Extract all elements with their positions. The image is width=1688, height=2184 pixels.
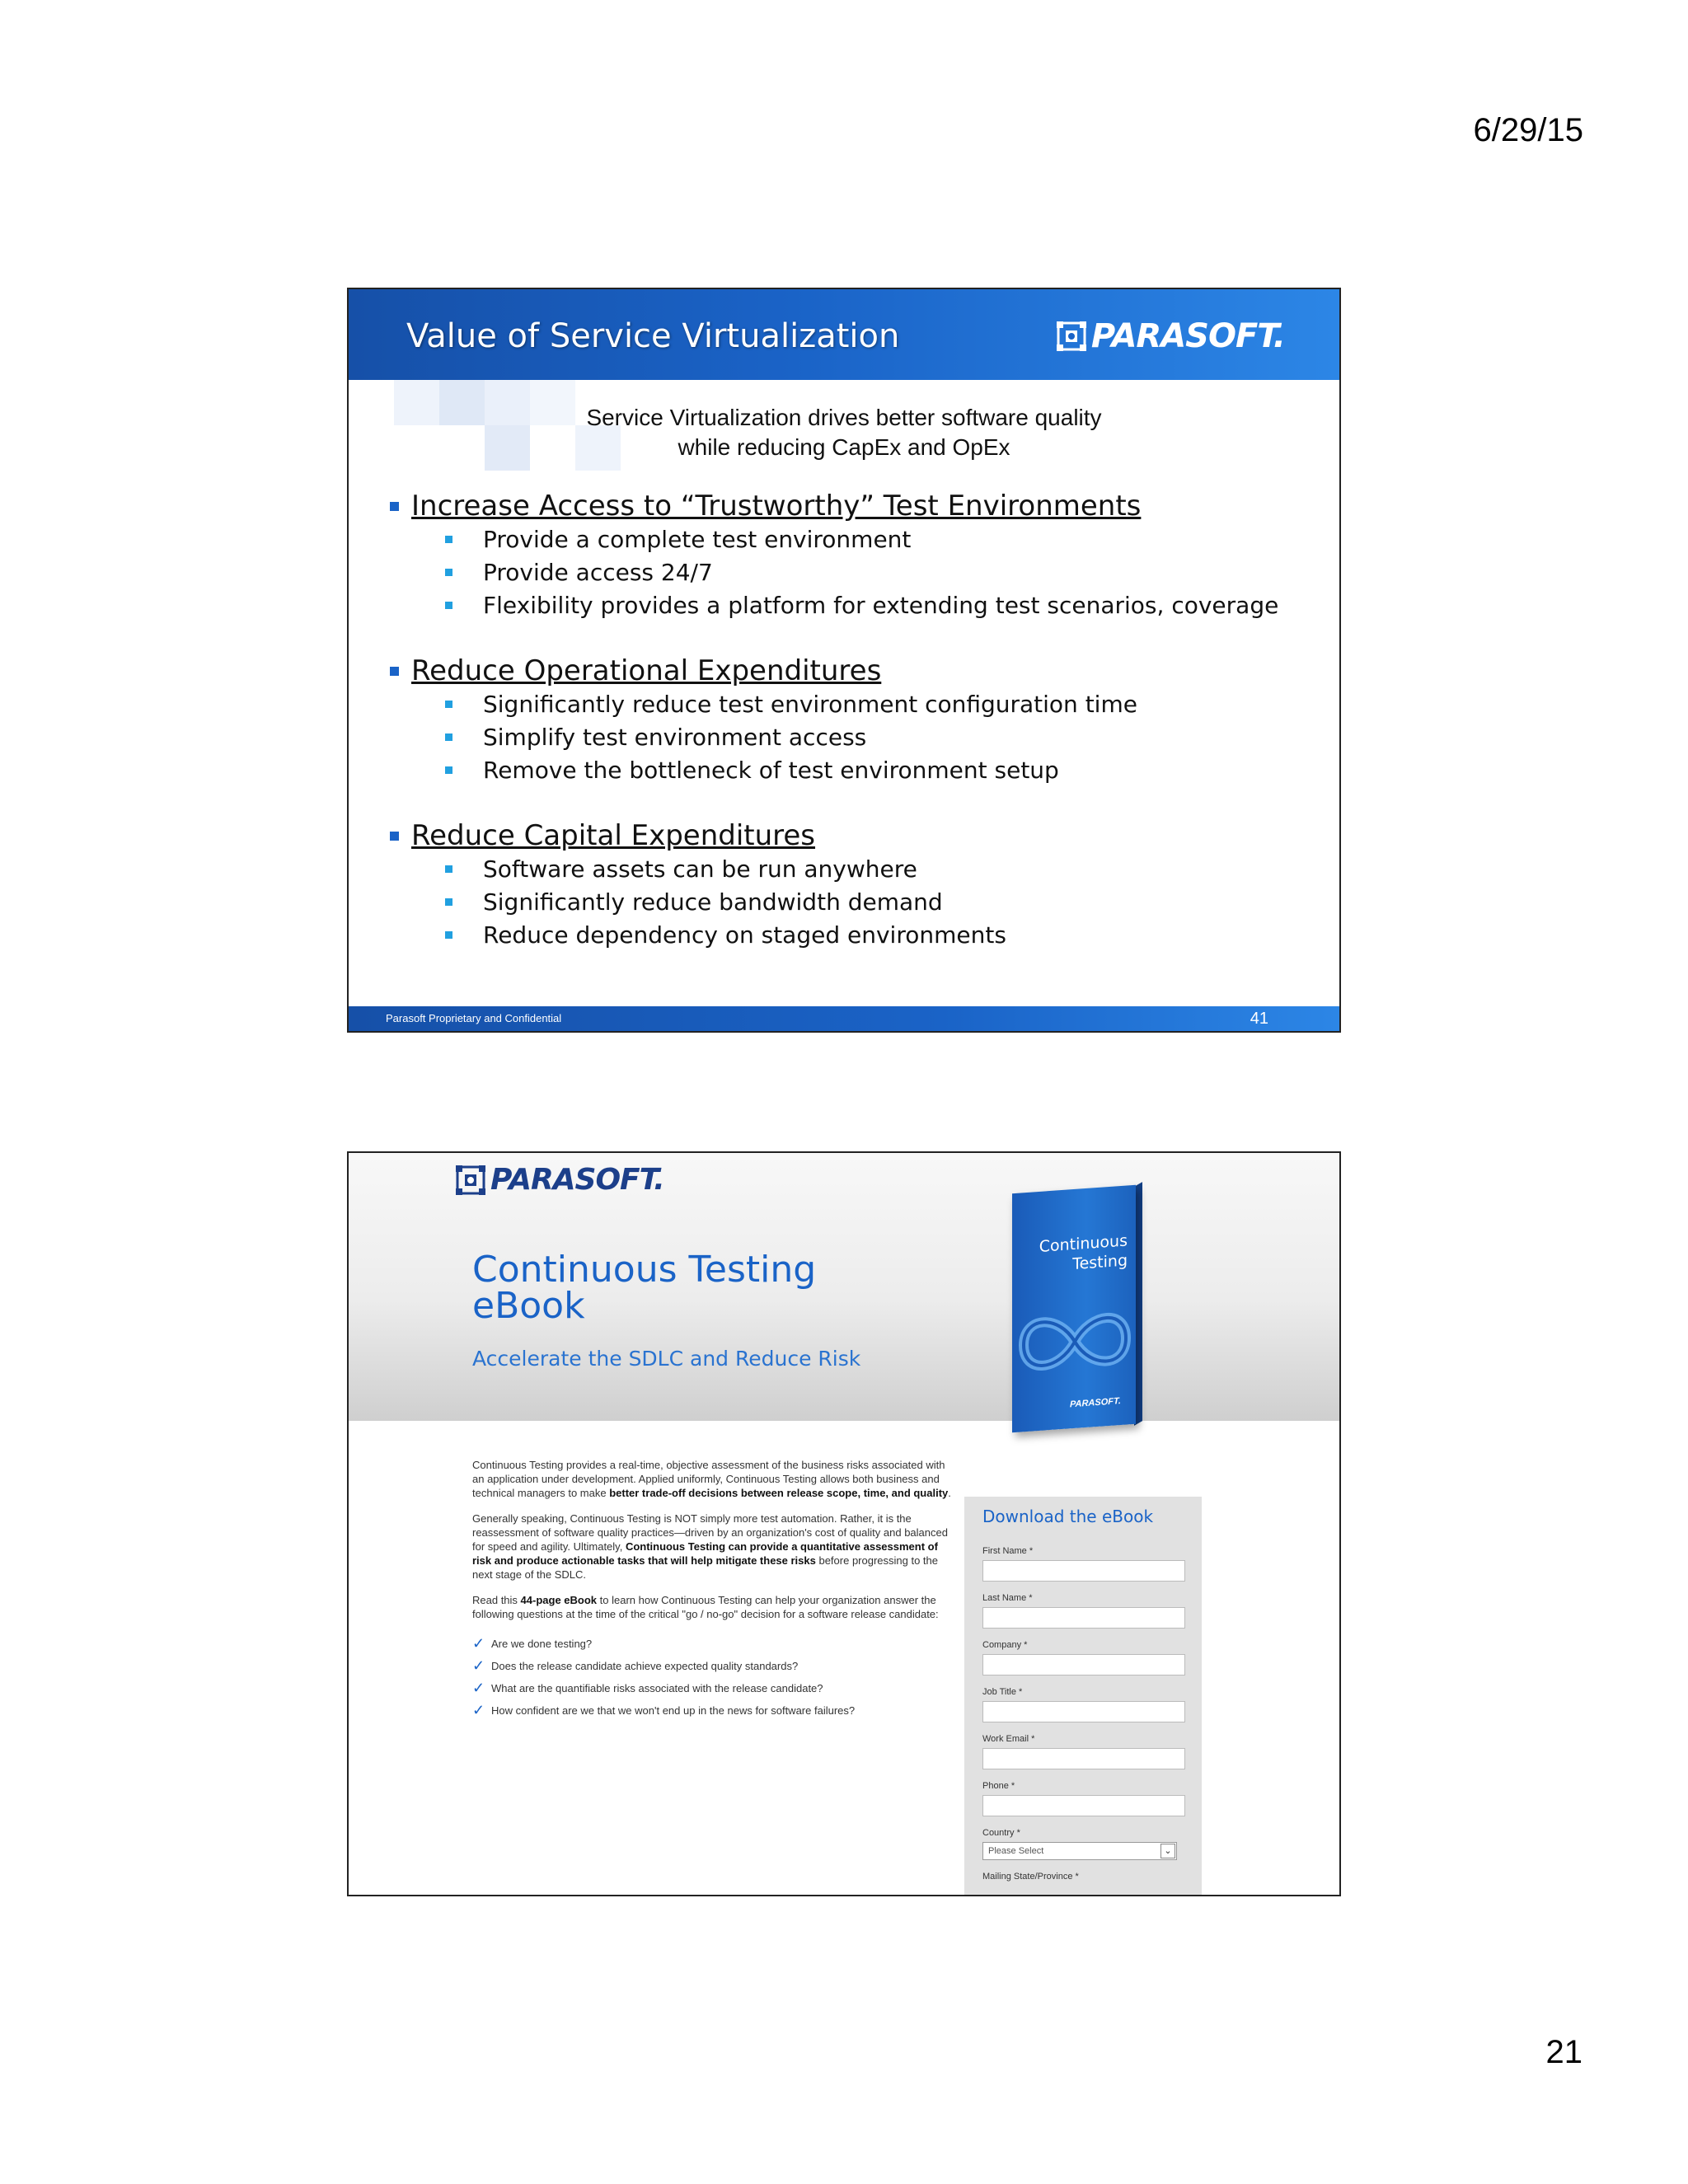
bullet-item: Provide access 24/7	[445, 555, 1278, 588]
parasoft-logo-icon	[456, 1165, 485, 1195]
slide-number: 41	[1250, 1010, 1268, 1028]
phone-input[interactable]	[982, 1795, 1185, 1816]
infinity-icon	[1017, 1301, 1132, 1387]
book-cover-title: Continuous Testing	[1039, 1231, 1128, 1274]
square-bullet-icon	[445, 536, 452, 543]
confidential-notice: Parasoft Proprietary and Confidential	[386, 1012, 562, 1024]
section-heading: Increase Access to “Trustworthy” Test Environments	[411, 490, 1142, 523]
parasoft-logo	[1057, 317, 1285, 355]
bullet-item: Significantly reduce test environment configuration time	[445, 687, 1137, 720]
description-paragraph: Continuous Testing provides a real-time, objective assessment of the business risks associated with an application under development. Applied uniformly, Continuous Testing allows both business and technical managers to make better trade-off decisions between release scope, time, and quality.	[472, 1459, 951, 1499]
checkmark-icon: ✓	[472, 1657, 485, 1674]
last-name-input[interactable]	[982, 1607, 1185, 1629]
company-field: Company *	[982, 1640, 1185, 1675]
work-email-input[interactable]	[982, 1748, 1185, 1769]
job-title-field: Job Title *	[982, 1687, 1185, 1722]
book-brand: PARASOFT.	[1070, 1396, 1121, 1410]
ebook-description	[472, 1458, 959, 1722]
slide-footer-bar	[349, 1006, 1339, 1031]
bullet-item: Software assets can be run anywhere	[445, 852, 1006, 885]
section-operational-expenditures	[390, 654, 1137, 786]
square-bullet-icon	[390, 667, 399, 676]
tagline-line-2: while reducing CapEx and OpEx	[678, 434, 1010, 460]
job-title-input[interactable]	[982, 1701, 1185, 1722]
parasoft-logo-text: PARASOFT.	[490, 1163, 664, 1197]
bullet-item: Provide a complete test environment	[445, 523, 1278, 555]
parasoft-logo-icon	[1057, 321, 1086, 351]
slide-title: Value of Service Virtualization	[406, 317, 900, 355]
checkmark-icon: ✓	[472, 1635, 485, 1652]
page-date: 6/29/15	[1473, 112, 1583, 148]
square-bullet-icon	[390, 502, 399, 511]
section-capital-expenditures	[390, 819, 1006, 951]
question-item: ✓ Does the release candidate achieve expected quality standards?	[472, 1657, 799, 1674]
slide-continuous-testing-ebook	[347, 1151, 1341, 1896]
square-bullet-icon	[445, 733, 452, 741]
download-form	[964, 1497, 1202, 1896]
ebook-cover-image	[1004, 1179, 1144, 1435]
checkmark-icon: ✓	[472, 1680, 485, 1696]
ebook-hero-banner	[349, 1153, 1339, 1421]
chevron-down-icon[interactable]: ⌄	[1160, 1844, 1175, 1858]
question-item: ✓ How confident are we that we won't end up in the news for software failures?	[472, 1702, 856, 1718]
country-select[interactable]: Please Select ⌄	[982, 1842, 1177, 1860]
description-paragraph: Generally speaking, Continuous Testing is NOT simply more test automation. Rather, it is the reassessment of software quality practices—driven by an organization's cost of quality and balanced for speed and agility. Ultimately, Continuous Testing can provide a quantitative assessment of risk and produce actionable tasks that will help mitigate these risks before progressing to the next stage of the SDLC.	[472, 1512, 948, 1581]
bullet-item: Remove the bottleneck of test environment setup	[445, 753, 1137, 786]
parasoft-logo-text: PARASOFT.	[1090, 317, 1285, 355]
ebook-title: Continuous Testing eBook	[472, 1249, 817, 1327]
bullet-item: Reduce dependency on staged environments	[445, 918, 1006, 951]
first-name-input[interactable]	[982, 1560, 1185, 1582]
tagline-line-1: Service Virtualization drives better software quality	[586, 405, 1102, 430]
state-field: Mailing State/Province *	[982, 1872, 1079, 1882]
section-heading: Reduce Operational Expenditures	[411, 654, 882, 687]
form-title: Download the eBook	[982, 1507, 1154, 1526]
square-bullet-icon	[445, 898, 452, 906]
parasoft-logo	[456, 1163, 664, 1197]
bullet-item: Simplify test environment access	[445, 720, 1137, 753]
phone-field: Phone *	[982, 1781, 1185, 1816]
company-input[interactable]	[982, 1654, 1185, 1675]
slide-header-bar	[349, 289, 1339, 380]
square-bullet-icon	[445, 865, 452, 873]
page-number: 21	[1545, 2034, 1582, 2070]
last-name-field: Last Name *	[982, 1593, 1185, 1629]
square-bullet-icon	[445, 701, 452, 708]
square-bullet-icon	[445, 602, 452, 609]
work-email-field: Work Email *	[982, 1734, 1185, 1769]
slide-tagline	[349, 403, 1339, 462]
square-bullet-icon	[445, 766, 452, 774]
ebook-subtitle: Accelerate the SDLC and Reduce Risk	[472, 1347, 861, 1371]
country-field: Country * Please Select ⌄	[982, 1828, 1185, 1860]
checkmark-icon: ✓	[472, 1702, 485, 1718]
section-trustworthy-environments	[390, 490, 1278, 621]
description-paragraph: Read this 44-page eBook to learn how Continuous Testing can help your organization answer the following questions at the time of the critical "go / no-go" decision for a software release candidate:	[472, 1594, 939, 1620]
square-bullet-icon	[445, 931, 452, 939]
slide-value-of-service-virtualization	[347, 288, 1341, 1033]
square-bullet-icon	[445, 569, 452, 576]
first-name-field: First Name *	[982, 1546, 1185, 1582]
square-bullet-icon	[390, 832, 399, 841]
question-item: ✓ Are we done testing?	[472, 1635, 593, 1652]
bullet-item: Significantly reduce bandwidth demand	[445, 885, 1006, 918]
bullet-item: Flexibility provides a platform for extending test scenarios, coverage	[445, 588, 1278, 621]
section-heading: Reduce Capital Expenditures	[411, 819, 816, 852]
question-list	[472, 1633, 959, 1722]
question-item: ✓ What are the quantifiable risks associated with the release candidate?	[472, 1680, 823, 1696]
